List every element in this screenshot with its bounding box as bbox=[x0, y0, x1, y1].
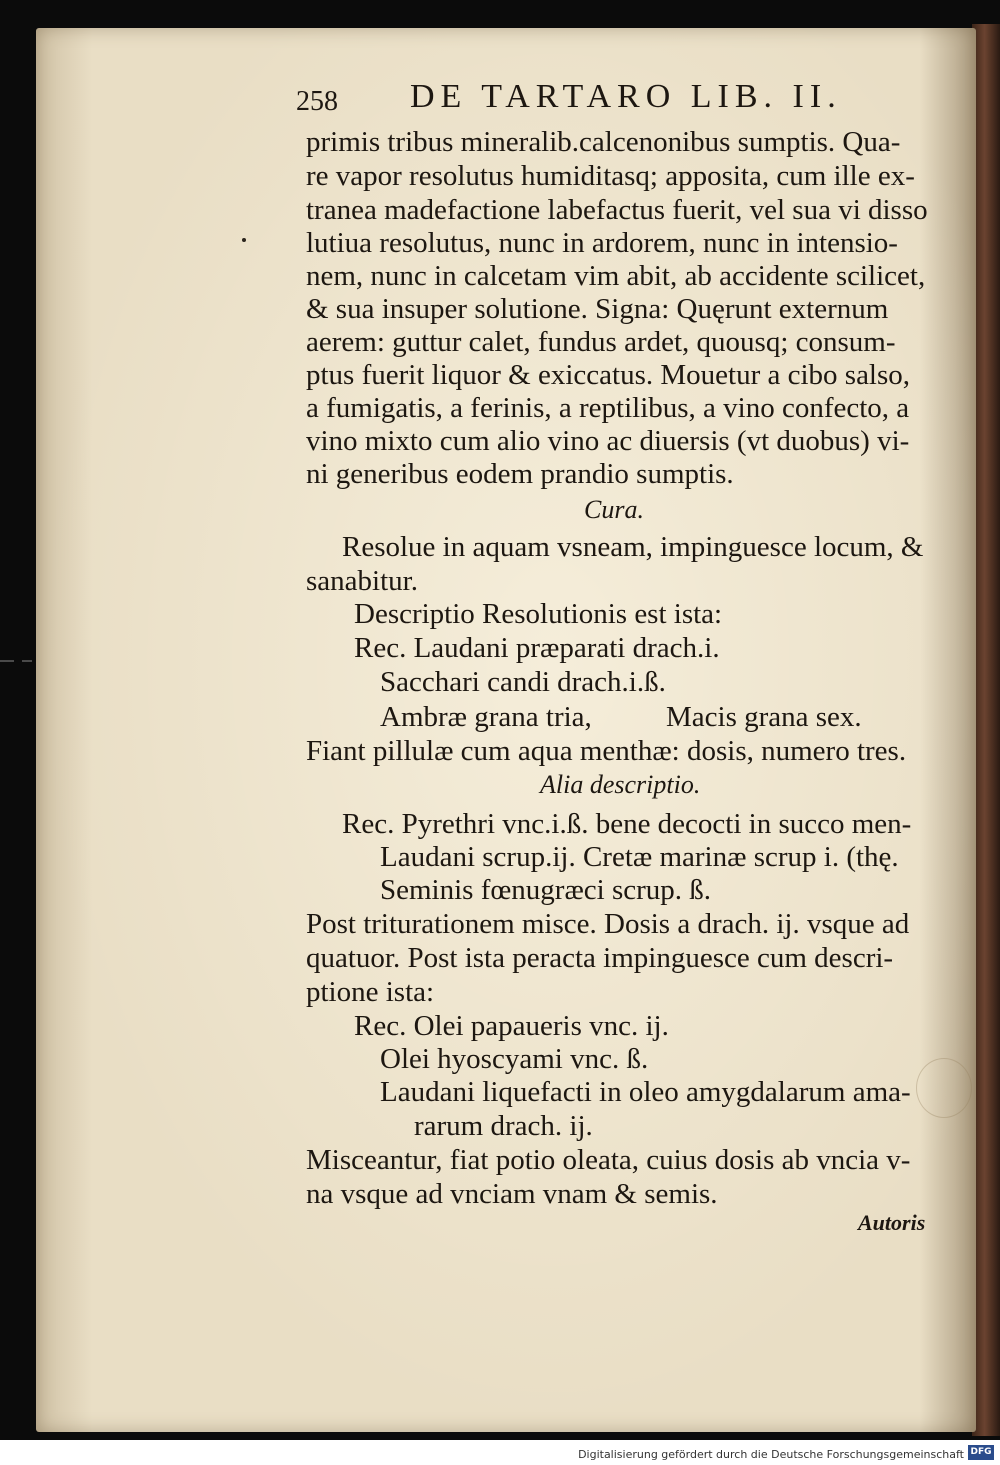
section-heading: Cura. bbox=[584, 495, 644, 524]
text-line: Fiant pillulæ cum aqua menthæ: dosis, numero tres. bbox=[306, 735, 907, 767]
recipe-line: Ambræ grana tria, bbox=[380, 701, 592, 733]
text-line: vino mixto cum alio vino ac diuersis (vt duobus) vi- bbox=[306, 425, 910, 457]
recipe-line: Macis grana sex. bbox=[666, 701, 862, 733]
text-line: Post triturationem misce. Dosis a drach. ij. vsque ad bbox=[306, 908, 910, 940]
recipe-line: Laudani scrup.ij. Cretæ marinæ scrup i. (thę. bbox=[380, 841, 899, 873]
recipe-line: Sacchari candi drach.i.ß. bbox=[380, 666, 666, 698]
paper-stain bbox=[916, 1058, 972, 1118]
text-line: nem, nunc in calcetam vim abit, ab accidente scilicet, bbox=[306, 260, 926, 292]
recipe-line: Olei hyoscyami vnc. ß. bbox=[380, 1043, 649, 1075]
margin-mark bbox=[0, 660, 14, 662]
section-heading: Alia descriptio. bbox=[540, 770, 701, 799]
text-line: Misceantur, fiat potio oleata, cuius dosis ab vncia v- bbox=[306, 1144, 911, 1176]
text-line: ptus fuerit liquor & exiccatus. Mouetur a cibo salso, bbox=[306, 359, 911, 391]
text-line: aerem: guttur calet, fundus ardet, quousq; consum- bbox=[306, 326, 896, 358]
text-line: quatuor. Post ista peracta impinguesce cum descri- bbox=[306, 942, 894, 974]
recipe-line: Laudani liquefacti in oleo amygdalarum ama- bbox=[380, 1076, 911, 1108]
ink-speck bbox=[242, 238, 246, 242]
text-line: a fumigatis, a ferinis, a reptilibus, a vino confecto, a bbox=[306, 392, 910, 424]
funding-credit: Digitalisierung gefördert durch die Deutsche Forschungsgemeinschaft bbox=[578, 1448, 964, 1461]
text-line: Descriptio Resolutionis est ista: bbox=[354, 598, 723, 630]
catchword: Autoris bbox=[858, 1210, 926, 1235]
recipe-line: Rec. Olei papaueris vnc. ij. bbox=[354, 1010, 669, 1042]
text-line: na vsque ad vnciam vnam & semis. bbox=[306, 1178, 718, 1210]
text-line: ptione ista: bbox=[306, 976, 435, 1008]
binding-edge bbox=[972, 24, 1000, 1436]
page-number: 258 bbox=[296, 86, 338, 117]
text-line: Resolue in aquam vsneam, impinguesce locum, & bbox=[342, 531, 924, 563]
text-line: primis tribus mineralib.calcenonibus sumptis. Qua- bbox=[306, 126, 901, 158]
text-line: re vapor resolutus humiditasq; apposita, cum ille ex- bbox=[306, 160, 915, 192]
footer-bar bbox=[0, 1440, 1000, 1465]
text-line: ni generibus eodem prandio sumptis. bbox=[306, 458, 734, 490]
text-line: sanabitur. bbox=[306, 565, 418, 597]
recipe-line: Rec. Pyrethri vnc.i.ß. bene decocti in succo men- bbox=[342, 808, 912, 840]
margin-mark bbox=[22, 660, 32, 662]
text-line: lutiua resolutus, nunc in ardorem, nunc in intensio- bbox=[306, 227, 898, 259]
text-line: & sua insuper solutione. Signa: Quęrunt externum bbox=[306, 293, 889, 325]
running-head: DE TARTARO LIB. II. bbox=[410, 78, 842, 115]
recipe-line: rarum drach. ij. bbox=[414, 1110, 593, 1142]
recipe-line: Seminis fœnugræci scrup. ß. bbox=[380, 874, 712, 906]
text-line: tranea madefactione labefactus fuerit, vel sua vi disso bbox=[306, 194, 928, 226]
dfg-logo: DFG bbox=[968, 1445, 994, 1460]
recipe-line: Rec. Laudani præparati drach.i. bbox=[354, 632, 720, 664]
